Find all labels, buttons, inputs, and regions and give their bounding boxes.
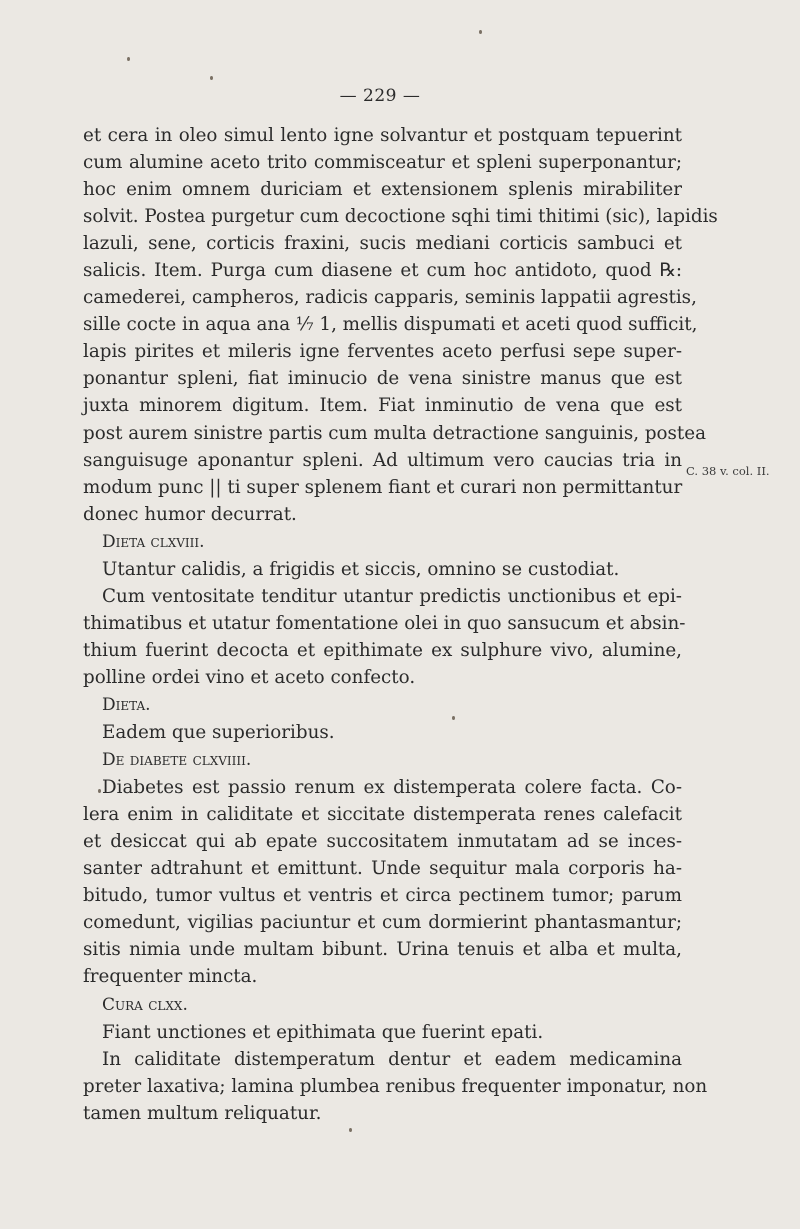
text-line: frequenter mincta. [83, 966, 258, 988]
text-line: tamen multum reliquatur. [83, 1102, 322, 1124]
text-line: polline ordei vino et aceto confecto. [83, 666, 416, 688]
text-line: bitudo, tumor vultus et ventris et circa pectinem tumor; parum [83, 885, 682, 907]
text-line: Eadem que superioribus. [102, 722, 335, 744]
section-heading: De diabete clxviiii. [102, 750, 252, 771]
text-line: et cera in oleo simul lento igne solvantur et postquam tepuerint [83, 125, 682, 146]
text-line: santer adtrahunt et emittunt. Unde sequitur mala corporis ha- [83, 858, 682, 880]
text-line: et desiccat qui ab epate succositatem inmutatam ad se inces- [83, 831, 682, 853]
paper-speck [479, 30, 482, 34]
text-line: post aurem sinistre partis cum multa detractione sanguinis, postea [83, 422, 706, 444]
text-line: cum alumine aceto trito commisceatur et spleni superponantur; [83, 152, 682, 174]
text-line: sanguisuge aponantur spleni. Ad ultimum vero caucias tria in [83, 449, 682, 471]
text-line: camederei, campheros, radicis capparis, seminis lappatii agrestis, [83, 287, 697, 309]
text-line: ponantur spleni, fiat iminucio de vena sinistre manus que est [83, 368, 682, 390]
text-line: Utantur calidis, a frigidis et siccis, omnino se custodiat. [102, 558, 620, 580]
text-line: modum punc || ti super splenem fiant et curari non permittantur [83, 476, 683, 498]
text-line: salicis. Item. Purga cum diasene et cum hoc antidoto, quod ℞: [83, 260, 682, 282]
text-line: Fiant unctiones et epithimata que fuerint epati. [102, 1021, 544, 1043]
text-line: Diabetes est passio renum ex distemperata colere facta. Co- [102, 777, 682, 799]
section-heading: Dieta clxviii. [102, 531, 205, 552]
text-line: juxta minorem digitum. Item. Fiat inminutio de vena que est [83, 395, 682, 417]
text-line: In caliditate distemperatum dentur et eadem medicamina [102, 1048, 682, 1070]
page-number: — 229 — [339, 86, 421, 106]
paper-speck [349, 1128, 352, 1132]
text-line: preter laxativa; lamina plumbea renibus frequenter imponatur, non [83, 1075, 708, 1097]
text-line: thium fuerint decocta et epithimate ex sulphure vivo, alumine, [83, 639, 682, 661]
text-line: hoc enim omnem duriciam et extensionem splenis mirabiliter [83, 179, 682, 201]
text-line: lazuli, sene, corticis fraxini, sucis mediani corticis sambuci et [83, 233, 682, 255]
paper-speck [210, 76, 213, 80]
paper-speck [127, 57, 130, 61]
margin-note: C. 38 v. col. II. [686, 464, 770, 478]
text-line: comedunt, vigilias paciuntur et cum dormierint phantasmantur; [83, 912, 682, 934]
text-line: solvit. Postea purgetur cum decoctione sqhi timi thitimi (sic), lapidis [83, 206, 718, 228]
text-line: sille cocte in aqua ana ⅟₇ 1, mellis dispumati et aceti quod sufficit, [83, 314, 698, 336]
text-line: donec humor decurrat. [83, 503, 297, 525]
paper-speck [452, 716, 455, 720]
text-line: thimatibus et utatur fomentatione olei in quo sansucum et absin- [83, 612, 686, 634]
body-text [83, 122, 718, 1127]
text-line: lera enim in caliditate et siccitate distemperata renes calefacit [83, 804, 682, 826]
section-heading: Cura clxx. [102, 994, 188, 1015]
paper-speck [98, 789, 101, 793]
text-line: lapis pirites et mileris igne ferventes aceto perfusi sepe super- [83, 341, 682, 363]
text-line: Cum ventositate tenditur utantur predictis unctionibus et epi- [102, 585, 682, 607]
section-heading: Dieta. [102, 694, 151, 715]
text-line: sitis nimia unde multam bibunt. Urina tenuis et alba et multa, [83, 939, 682, 961]
